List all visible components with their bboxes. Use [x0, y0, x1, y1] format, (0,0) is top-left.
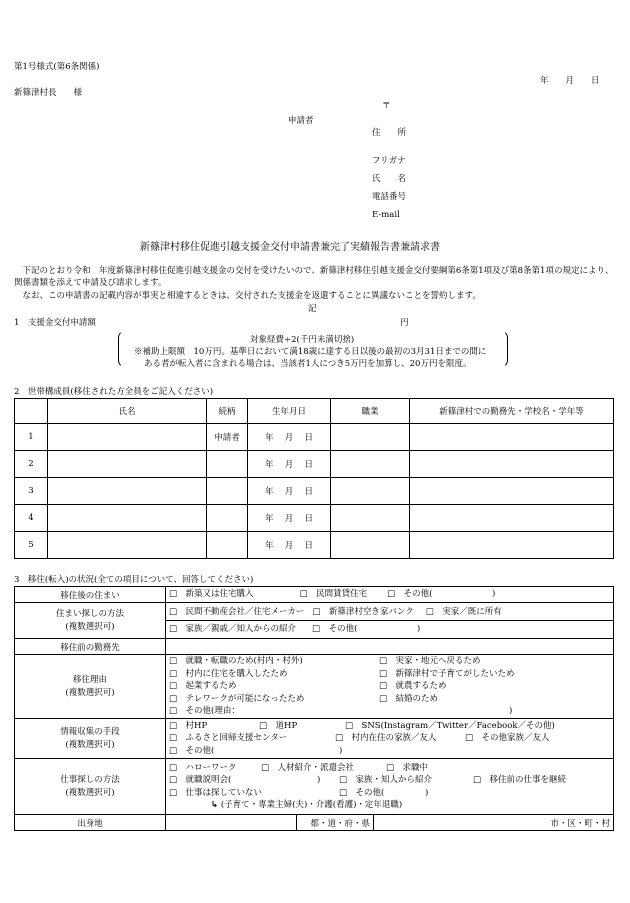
- name-cell[interactable]: [48, 451, 207, 478]
- section1-label: 1 支援金交付申請額: [14, 318, 96, 328]
- furigana-field-label: フリガナ: [372, 156, 406, 166]
- workplace-cell[interactable]: [410, 424, 614, 451]
- row-number: 3: [15, 478, 48, 505]
- note-line-3: ある者が転入者に含まれる場合は、当該者1人につき5万円を加算し、20万円を限度。: [144, 359, 472, 369]
- header-name: 氏名: [48, 399, 207, 424]
- info-option[interactable]: □ その他家族／友人: [465, 733, 550, 744]
- reason-option[interactable]: □ 村内に住宅を購入したため: [169, 668, 288, 679]
- paren-close: ): [339, 745, 343, 756]
- date-label: 年 月 日: [540, 76, 600, 86]
- relation-cell[interactable]: [207, 451, 248, 478]
- ki-label: 記: [308, 304, 317, 314]
- origin-city-field[interactable]: 市・区・町・村: [374, 815, 614, 831]
- row-number: 2: [15, 451, 48, 478]
- situation-table: [14, 586, 614, 831]
- relation-cell[interactable]: 申請者: [207, 424, 248, 451]
- header-relation: 続柄: [207, 399, 248, 424]
- search-option[interactable]: □ 家族／親戚／知人からの紹介: [169, 624, 297, 634]
- info-other-option[interactable]: □ その他(: [169, 745, 215, 756]
- section2-label: 2 世帯構成員(移住された方全員をご記入ください): [14, 387, 214, 397]
- paren-close: ): [317, 775, 321, 785]
- row-number: 4: [15, 505, 48, 532]
- dob-cell[interactable]: 年 月 日: [248, 532, 331, 559]
- header-dob: 生年月日: [248, 399, 331, 424]
- job-arrow-note: (子育て・専業主婦(夫)・介護(看護)・定年退職): [220, 800, 403, 810]
- origin-pref-unit: 都・道・府・県: [297, 815, 374, 831]
- housing-option[interactable]: □ その他( ): [387, 589, 496, 600]
- paren-close: ): [425, 787, 429, 798]
- reason-option[interactable]: □ 新篠津村で子育てがしたいため: [379, 668, 515, 679]
- table-row: [15, 424, 614, 451]
- reason-option[interactable]: □ 就職・転職のため(村内・村外): [169, 656, 303, 667]
- address-field-label: 住 所: [372, 128, 407, 138]
- workplace-cell[interactable]: [410, 505, 614, 532]
- reason-options[interactable]: [166, 655, 614, 719]
- job-other-option[interactable]: □ その他(: [339, 787, 385, 798]
- body-paragraph-2: なお、この申請書の記載内容が事実と相違するときは、交付された支援金を返還することに異議ないことを誓約します。: [14, 291, 481, 301]
- reason-option[interactable]: □ 起業するため: [169, 681, 237, 692]
- occupation-cell[interactable]: [331, 424, 410, 451]
- housing-options[interactable]: [166, 587, 614, 603]
- table-row: [15, 532, 614, 559]
- postal-mark: 〒: [382, 101, 391, 111]
- form-number: 第1号様式(第6条関係): [14, 62, 100, 72]
- name-cell[interactable]: [48, 505, 207, 532]
- header-occupation: 職業: [331, 399, 410, 424]
- previous-work-label: 移住前の勤務先: [15, 639, 166, 655]
- row-number: 5: [15, 532, 48, 559]
- household-table: [14, 398, 614, 559]
- housing-label: 移住後の住まい: [15, 587, 166, 603]
- workplace-cell[interactable]: [410, 478, 614, 505]
- info-label: 情報収集の手段 (複数選択可): [15, 719, 166, 759]
- phone-field-label: 電話番号: [372, 192, 407, 202]
- info-option[interactable]: □ ふるさと回帰支援センター: [169, 733, 288, 744]
- occupation-cell[interactable]: [331, 532, 410, 559]
- reason-label: 移住理由 (複数選択可): [15, 655, 166, 719]
- previous-work-field[interactable]: [166, 639, 614, 655]
- reason-option[interactable]: □ 結婚のため: [379, 693, 439, 704]
- job-option[interactable]: □ 仕事は探していない: [169, 787, 263, 798]
- name-cell[interactable]: [48, 478, 207, 505]
- search-option[interactable]: □ 実家／既に所有: [425, 606, 502, 617]
- workplace-cell[interactable]: [410, 451, 614, 478]
- arrow-icon: ↳: [211, 800, 219, 810]
- relation-cell[interactable]: [207, 478, 248, 505]
- job-search-options[interactable]: [166, 759, 614, 815]
- table-row: [15, 451, 614, 478]
- job-option[interactable]: □ 求職中: [386, 762, 429, 773]
- section3-label: 3 移住(転入)の状況(全ての項目について、回答してください): [14, 575, 254, 585]
- email-field-label: E-mail: [372, 210, 400, 220]
- body-paragraph-1: 下記のとおり令和 年度新篠津村移住促進引越支援金の交付を受けたいので、新篠津村移住引越支援金交付要綱第6条第1項及び第8条第1項の規定により、関係書類を添えて申請及び請求します。: [14, 266, 614, 288]
- job-search-label: 仕事探しの方法 (複数選択可): [15, 759, 166, 815]
- name-field-label: 氏 名: [372, 174, 407, 184]
- search-option[interactable]: □ 新篠津村空き家バンク: [312, 606, 414, 617]
- job-option[interactable]: □ 人材紹介・派遣会社: [261, 762, 355, 773]
- origin-pref-input[interactable]: [166, 815, 297, 831]
- note-line-2: ※補助上限額 10万円。基準日において満18歳に達する日以後の最初の3月31日までの間に: [134, 347, 487, 357]
- dob-cell[interactable]: 年 月 日: [248, 451, 331, 478]
- job-option[interactable]: □ 就職説明会(: [169, 775, 232, 785]
- housing-option[interactable]: □ 新築又は住宅購入: [169, 589, 254, 600]
- reason-option[interactable]: □ 実家・地元へ戻るため: [379, 656, 481, 667]
- job-option[interactable]: □ 移住前の仕事を継続: [473, 775, 567, 785]
- info-option[interactable]: □ 村HP: [169, 720, 208, 731]
- paren-close: ): [509, 706, 513, 717]
- search-method-options[interactable]: [166, 603, 614, 639]
- job-option[interactable]: □ ハローワーク: [169, 762, 237, 773]
- table-row: [15, 478, 614, 505]
- table-row: [15, 505, 614, 532]
- row-number: 1: [15, 424, 48, 451]
- job-option[interactable]: □ 家族・知人から紹介: [339, 775, 433, 785]
- dob-cell[interactable]: 年 月 日: [248, 424, 331, 451]
- housing-option[interactable]: □ 民間賃貸住宅: [299, 589, 368, 600]
- search-option[interactable]: □ その他( ): [312, 624, 421, 634]
- info-options[interactable]: [166, 719, 614, 759]
- info-option[interactable]: □ 村内在住の家族／友人: [335, 733, 437, 744]
- workplace-cell[interactable]: [410, 532, 614, 559]
- occupation-cell[interactable]: [331, 478, 410, 505]
- reason-option[interactable]: □ テレワークが可能になったため: [169, 693, 305, 704]
- header-workplace: 新篠津村での勤務先・学校名・学年等: [410, 399, 614, 424]
- search-option[interactable]: □ 民間不動産会社／住宅メーカー: [169, 606, 305, 617]
- amount-unit: 円: [400, 318, 409, 328]
- origin-label: 出身地: [15, 815, 166, 831]
- header-no: [15, 399, 48, 424]
- relation-cell[interactable]: [207, 532, 248, 559]
- reason-option[interactable]: □ 就農するため: [379, 681, 447, 692]
- info-option[interactable]: □ SNS(Instagram／Twitter／Facebook／その他): [345, 720, 555, 731]
- info-option[interactable]: □ 道HP: [259, 720, 298, 731]
- document-title: 新篠津村移住促進引越支援金交付申請書兼完了実績報告書兼請求書: [140, 242, 440, 253]
- applicant-label: 申請者: [288, 116, 314, 126]
- reason-other-option[interactable]: □ その他(理由：: [169, 706, 240, 717]
- name-cell[interactable]: [48, 424, 207, 451]
- dob-cell[interactable]: 年 月 日: [248, 505, 331, 532]
- occupation-cell[interactable]: [331, 451, 410, 478]
- dob-cell[interactable]: 年 月 日: [248, 478, 331, 505]
- name-cell[interactable]: [48, 532, 207, 559]
- search-method-label: 住まい探しの方法 (複数選択可): [15, 603, 166, 639]
- occupation-cell[interactable]: [331, 505, 410, 532]
- relation-cell[interactable]: [207, 505, 248, 532]
- note-line-1: 対象経費÷2(千円未満切捨): [250, 335, 355, 345]
- addressee: 新篠津村長 様: [14, 88, 83, 98]
